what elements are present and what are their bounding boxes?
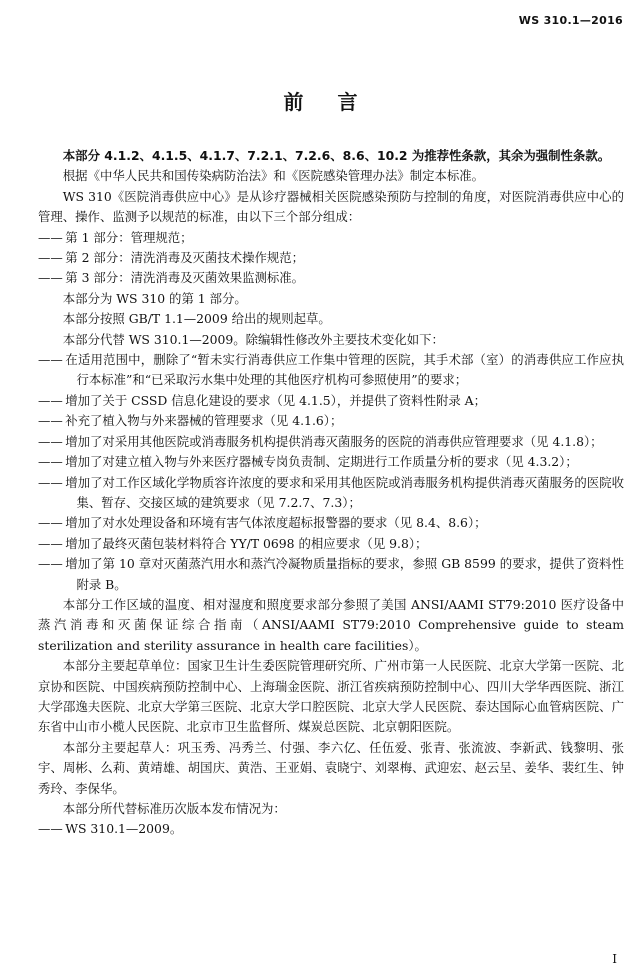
- drafting-units-paragraph: 本部分主要起草单位：国家卫生计生委医院管理研究所、广州市第一人民医院、北京大学第一医院、北京协和医院、中国疾病预防控制中心、上海瑞金医院、浙江省疾病预防控制中心、四川大学华西医院、浙江大学邵逸夫医院、北京大学第三医院、北京大学口腔医院、北京大学人民医院、泰达国际心血管病医院、广东省中山市小榄人民医院、北京市卫生监督所、煤炭总医院、北京朝阳医院。: [38, 658, 624, 735]
- change-list-item: [38, 513, 624, 533]
- reference-paragraph: 本部分工作区域的温度、相对湿度和照度要求部分参照了美国 ANSI/AAMI ST79:2010 医疗设备中蒸汽消毒和灭菌保证综合指南（ANSI/AAMI ST79:2010 Comprehensive guide to steam sterilization and sterility assurance in health care facilities）。: [38, 596, 624, 653]
- drafting-rule-paragraph: 本部分按照 GB/T 1.1—2009 给出的规则起草。: [62, 311, 331, 327]
- dash-mark: ——: [38, 474, 63, 490]
- change-list-text: 增加了对水处理设备和环境有害气体浓度超标报警器的要求（见 8.4、8.6）；: [65, 515, 487, 531]
- part-statement-paragraph: 本部分为 WS 310 的第 1 部分。: [62, 290, 247, 306]
- change-list-text: 增加了最终灭菌包装材料符合 YY/T 0698 的相应要求（见 9.8）；: [65, 535, 428, 551]
- change-list-item: [38, 432, 624, 452]
- dash-mark: ——: [38, 821, 63, 837]
- part-list-item: [38, 228, 624, 248]
- dash-mark: ——: [38, 250, 63, 266]
- dash-mark: ——: [38, 454, 63, 470]
- part-list-item: [38, 268, 624, 288]
- change-list-text: 增加了对采用其他医院或消毒服务机构提供消毒灭菌服务的医院的消毒供应管理要求（见 4.1.8）；: [65, 433, 603, 449]
- change-list-item: [38, 411, 624, 431]
- part-list-text: 第 1 部分：管理规范；: [65, 229, 193, 245]
- history-intro-paragraph: 本部分所代替标准历次版本发布情况为：: [62, 801, 286, 816]
- dash-mark: ——: [38, 392, 63, 408]
- replacement-paragraph: 本部分代替 WS 310.1—2009。除编辑性修改外主要技术变化如下：: [62, 331, 444, 347]
- page-number: I: [612, 952, 617, 966]
- dash-mark: ——: [38, 352, 63, 368]
- change-list-item: [38, 554, 624, 595]
- change-list-text: 增加了第 10 章对灭菌蒸汽用水和蒸汽冷凝物质量指标的要求，参照 GB 8599 的要求，提供了资料性附录 B。: [65, 556, 624, 592]
- dash-mark: ——: [38, 229, 63, 245]
- part-list-text: 第 2 部分：清洗消毒及灭菌技术操作规范；: [65, 250, 305, 266]
- change-list-text: 增加了对建立植入物与外来医疗器械专岗负责制、定期进行工作质量分析的要求（见 4.3.2）；: [65, 454, 578, 470]
- change-list-text: 补充了植入物与外来器械的管理要求（见 4.1.6）；: [65, 413, 343, 429]
- dash-mark: ——: [38, 433, 63, 449]
- change-list-item: [38, 350, 624, 391]
- history-list-text: WS 310.1—2009。: [65, 821, 183, 837]
- change-list-text: 在适用范围中，删除了“暂未实行消毒供应工作集中管理的医院，其手术部（室）的消毒供应工作应执行本标准”和“已采取污水集中处理的其他医疗机构可参照使用”的要求；: [65, 352, 624, 388]
- dash-mark: ——: [38, 515, 63, 531]
- change-list-item: [38, 452, 624, 472]
- intro-paragraph: WS 310《医院消毒供应中心》是从诊疗器械相关医院感染预防与控制的角度，对医院消毒供应中心的管理、操作、监测予以规范的标准，由以下三个部分组成：: [38, 188, 624, 225]
- change-list-text: 增加了对工作区域化学物质容许浓度的要求和采用其他医院或消毒服务机构提供消毒灭菌服务的医院收集、暂存、交接区域的建筑要求（见 7.2.7、7.3）；: [65, 474, 624, 510]
- history-list-item: [38, 819, 624, 839]
- dash-mark: ——: [38, 270, 63, 286]
- dash-mark: ——: [38, 535, 63, 551]
- part-list-item: [38, 248, 624, 268]
- change-list-text: 增加了关于 CSSD 信息化建设的要求（见 4.1.5），并提供了资料性附录 A；: [65, 392, 487, 408]
- title-char-2: 言: [337, 90, 358, 114]
- basis-paragraph: 根据《中华人民共和国传染病防治法》和《医院感染管理办法》制定本标准。: [62, 168, 485, 184]
- change-list-item: [38, 391, 624, 411]
- dash-mark: ——: [38, 413, 63, 429]
- title-char-1: 前: [283, 90, 304, 114]
- change-list-item: [38, 473, 624, 514]
- page-title: [0, 86, 641, 115]
- standard-id-header: WS 310.1—2016: [518, 14, 623, 27]
- part-list-text: 第 3 部分：清洗消毒及灭菌效果监测标准。: [65, 270, 305, 286]
- foreword-body: [38, 146, 624, 840]
- clause-note-paragraph: 本部分 4.1.2、4.1.5、4.1.7、7.2.1、7.2.6、8.6、10.2 为推荐性条款，其余为强制性条款。: [62, 148, 611, 163]
- change-list-item: [38, 534, 624, 554]
- dash-mark: ——: [38, 556, 63, 572]
- drafters-paragraph: 本部分主要起草人：巩玉秀、冯秀兰、付强、李六亿、任伍爱、张青、张流波、李新武、钱黎明、张宇、周彬、么莉、黄靖雄、胡国庆、黄浩、王亚娟、袁晓宁、刘翠梅、武迎宏、赵云呈、姜华、裴红生、钟秀玲、李保华。: [38, 739, 624, 796]
